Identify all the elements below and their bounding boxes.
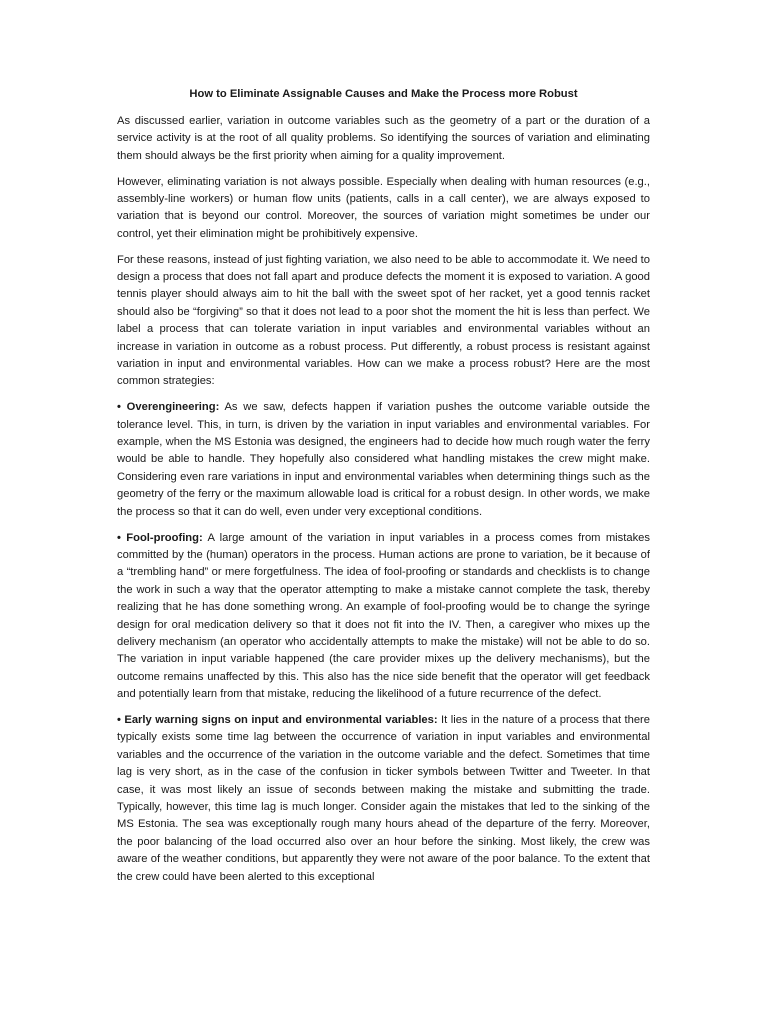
strategy-fool-proofing-lead: • Fool-proofing:	[117, 531, 203, 544]
paragraph-intro: As discussed earlier, variation in outcome variables such as the geometry of a part or the duration of a service activity is at the root of all quality problems. So identifying the sources of variation and eliminating them should always be the first priority when aiming for a quality improvement.	[117, 115, 650, 162]
strategy-early-warning-lead: • Early warning signs on input and environmental variables:	[117, 713, 438, 726]
strategy-overengineering-text: As we saw, defects happen if variation pushes the outcome variable outside the tolerance level. This, in turn, is driven by the variation in input variables and environmental variables. For example, when the MS Estonia was designed, the engineers had to decide how much rough water the ferry would be able to handle. They hopefully also considered what handling mistakes the crew might make. Considering even rare variations in input and environmental variables when determining things such as the geometry of the ferry or the maximum allowable load is critical for a robust design. In other words, we make the process so that it can do well, even under very exceptional conditions.	[117, 401, 650, 518]
strategy-fool-proofing-text: A large amount of the variation in input variables in a process comes from mistakes committed by the (human) operators in the process. Human actions are prone to variation, be it because of a “trembling hand” or mere forgetfulness. The idea of fool-proofing or standards and checklists is to change the work in such a way that the operator attempting to make a mistake cannot complete the task, thereby realizing that he has done something wrong. An example of fool-proofing would be to change the syringe design for oral medication delivery so that it does not fit into the IV. Then, a caregiver who mixes up the delivery mechanism (an operator who accidentally attempts to make the mistake) will not be able to do so. The variation in input variable happened (the care provider mixes up the delivery mechanisms), but the outcome remains unaffected by this. This also has the nice side benefit that the operator will get feedback and potentially learn from that mistake, reducing the likelihood of a future recurrence of the defect.	[117, 531, 650, 701]
strategy-overengineering-lead: • Overengineering:	[117, 401, 220, 414]
paragraph-variation-limits: However, eliminating variation is not always possible. Especially when dealing with human resources (e.g., assembly-line workers) or human flow units (patients, calls in a call center), we are always exposed to variation that is beyond our control. Moreover, the sources of variation might sometimes be under our control, yet their elimination might be prohibitively expensive.	[117, 175, 650, 240]
strategy-fool-proofing	[117, 530, 650, 704]
paragraph-robust-process: For these reasons, instead of just fighting variation, we also need to be able to accommodate it. We need to design a process that does not fall apart and produce defects the moment it is exposed to variation. A good tennis player should always aim to hit the ball with the sweet spot of her racket, yet a good tennis racket should also be “forgiving” so that it does not lead to a poor shot the moment the hit is less than perfect. We label a process that can tolerate variation in input variables and environmental variables without an increase in variation in outcome as a robust process. Put differently, a robust process is resistant against variation in input and environmental variables. How can we make a process robust? Here are the most common strategies:	[117, 253, 650, 388]
document-title: How to Eliminate Assignable Causes and Make the Process more Robust	[189, 88, 578, 100]
strategy-early-warning-text: It lies in the nature of a process that there typically exists some time lag between the occurrence of variation in input variables and environmental variables and the occurrence of the variation in the outcome variable and the defect. Sometimes that time lag is very short, as in the case of the confusion in ticker symbols between Twitter and Tweeter. In that case, it was most likely an issue of seconds between making the mistake and submitting the trade. Typically, however, this time lag is much longer. Consider again the mistakes that led to the sinking of the MS Estonia. The sea was exceptionally rough many hours ahead of the departure of the ferry. Moreover, the poor balancing of the load occurred also over an hour before the sinking. Most likely, the crew was aware of the weather conditions, but apparently they were not aware of the poor balance. To the extent that the crew could have been alerted to this exceptional	[117, 713, 650, 883]
strategy-overengineering	[117, 399, 650, 521]
strategy-early-warning	[117, 712, 650, 886]
document-page	[117, 86, 650, 894]
